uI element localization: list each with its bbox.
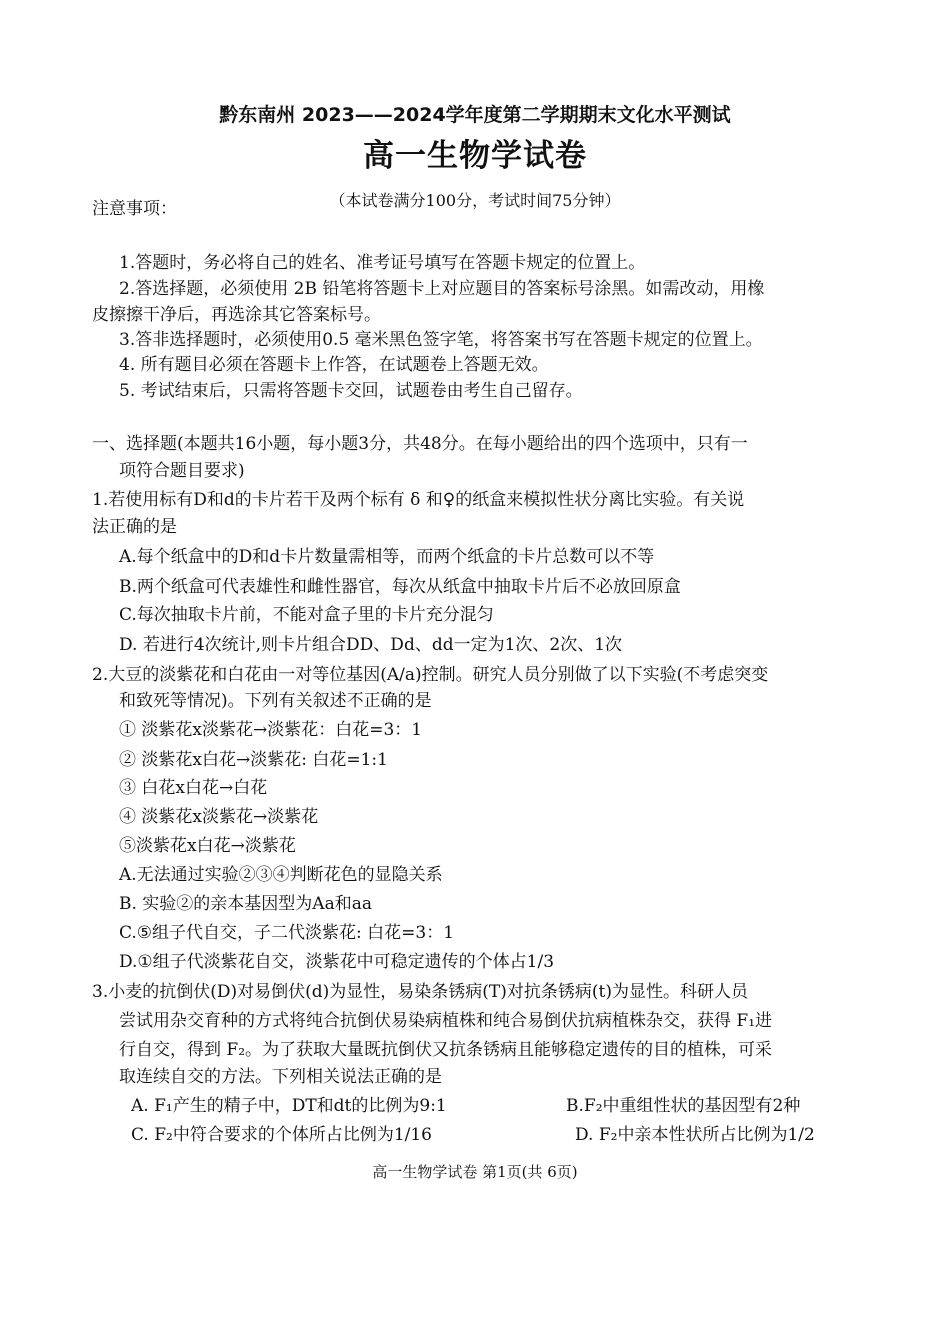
section-heading-continued: 项符合题目要求) bbox=[119, 461, 245, 481]
notice-item: 1.答题时，务必将自己的姓名、准考证号填写在答题卡规定的位置上。 bbox=[119, 253, 646, 273]
paper-title: 高一生物学试卷 bbox=[363, 138, 587, 174]
notice-item: 4. 所有题目必须在答题卡上作答，在试题卷上答题无效。 bbox=[119, 355, 549, 375]
question-3-stem-continued: 尝试用杂交育种的方式将纯合抗倒伏易染病植株和纯合易倒伏抗病植株杂交，获得 F₁进 bbox=[119, 1011, 773, 1031]
question-1-stem-continued: 法正确的是 bbox=[92, 517, 177, 537]
question-2-stem: 2.大豆的淡紫花和白花由一对等位基因(A/a)控制。研究人员分别做了以下实验(不考虑突变 bbox=[92, 665, 769, 685]
question-3-stem: 3.小麦的抗倒伏(D)对易倒伏(d)为显性，易染条锈病(T)对抗条锈病(t)为显性。科研人员 bbox=[92, 982, 748, 1002]
question-2-experiment: ③ 白花x白花→白花 bbox=[119, 778, 268, 798]
notice-item: 2.答选择题，必须使用 2B 铅笔将答题卡上对应题目的答案标号涂黑。如需改动，用橡 bbox=[119, 279, 765, 299]
question-1-option-c: C.每次抽取卡片前，不能对盒子里的卡片充分混匀 bbox=[119, 605, 494, 625]
question-3-option-a: A. F₁产生的精子中，DT和dt的比例为9:1 bbox=[131, 1096, 447, 1116]
question-2-experiment: ④ 淡紫花x淡紫花→淡紫花 bbox=[119, 807, 319, 827]
question-1-option-a: A.每个纸盒中的D和d卡片数量需相等，而两个纸盒的卡片总数可以不等 bbox=[119, 547, 655, 567]
question-2-option-a: A.无法通过实验②③④判断花色的显隐关系 bbox=[119, 865, 443, 885]
question-3-option-b: B.F₂中重组性状的基因型有2种 bbox=[566, 1096, 801, 1116]
question-3-stem-continued: 行自交，得到 F₂。为了获取大量既抗倒伏又抗条锈病且能够稳定遗传的目的植株，可采 bbox=[119, 1040, 773, 1060]
exam-subtitle: （本试卷满分100分，考试时间75分钟） bbox=[329, 191, 621, 210]
question-2-experiment: ② 淡紫花x白花→淡紫花: 白花=1:1 bbox=[119, 750, 388, 770]
notice-item: 5. 考试结束后，只需将答题卡交回，试题卷由考生自己留存。 bbox=[119, 381, 583, 401]
question-2-stem-continued: 和致死等情况)。下列有关叙述不正确的是 bbox=[119, 691, 432, 711]
question-2-experiment: ⑤淡紫花x白花→淡紫花 bbox=[119, 836, 296, 856]
question-3-stem-continued: 取连续自交的方法。下列相关说法正确的是 bbox=[119, 1067, 442, 1087]
exam-title: 黔东南州 2023——2024学年度第二学期期末文化水平测试 bbox=[219, 104, 731, 126]
notice-heading: 注意事项： bbox=[92, 199, 177, 219]
notice-item-continued: 皮擦擦干净后，再选涂其它答案标号。 bbox=[92, 305, 381, 325]
notice-item: 3.答非选择题时，必须使用0.5 毫米黑色签字笔，将答案书写在答题卡规定的位置上。 bbox=[119, 330, 763, 350]
page-footer: 高一生物学试卷 第1页(共 6页) bbox=[372, 1163, 578, 1181]
question-3-option-c: C. F₂中符合要求的个体所占比例为1/16 bbox=[131, 1125, 432, 1145]
question-2-experiment: ① 淡紫花x淡紫花→淡紫花：白花=3：1 bbox=[119, 720, 423, 740]
question-3-option-d: D. F₂中亲本性状所占比例为1/2 bbox=[575, 1125, 815, 1145]
question-1-option-b: B.两个纸盒可代表雄性和雌性器官，每次从纸盒中抽取卡片后不必放回原盒 bbox=[119, 577, 681, 597]
section-heading: 一、选择题(本题共16小题，每小题3分，共48分。在每小题给出的四个选项中，只有一 bbox=[92, 434, 748, 454]
question-1-stem: 1.若使用标有D和d的卡片若干及两个标有 δ 和♀的纸盒来模拟性状分离比实验。有关说 bbox=[92, 490, 745, 510]
question-2-option-b: B. 实验②的亲本基因型为Aa和aa bbox=[119, 894, 372, 914]
question-2-option-c: C.⑤组子代自交，子二代淡紫花: 白花=3：1 bbox=[119, 923, 455, 943]
question-2-option-d: D.①组子代淡紫花自交，淡紫花中可稳定遗传的个体占1/3 bbox=[119, 952, 555, 972]
question-1-option-d: D. 若进行4次统计,则卡片组合DD、Dd、dd一定为1次、2次、1次 bbox=[119, 635, 623, 655]
